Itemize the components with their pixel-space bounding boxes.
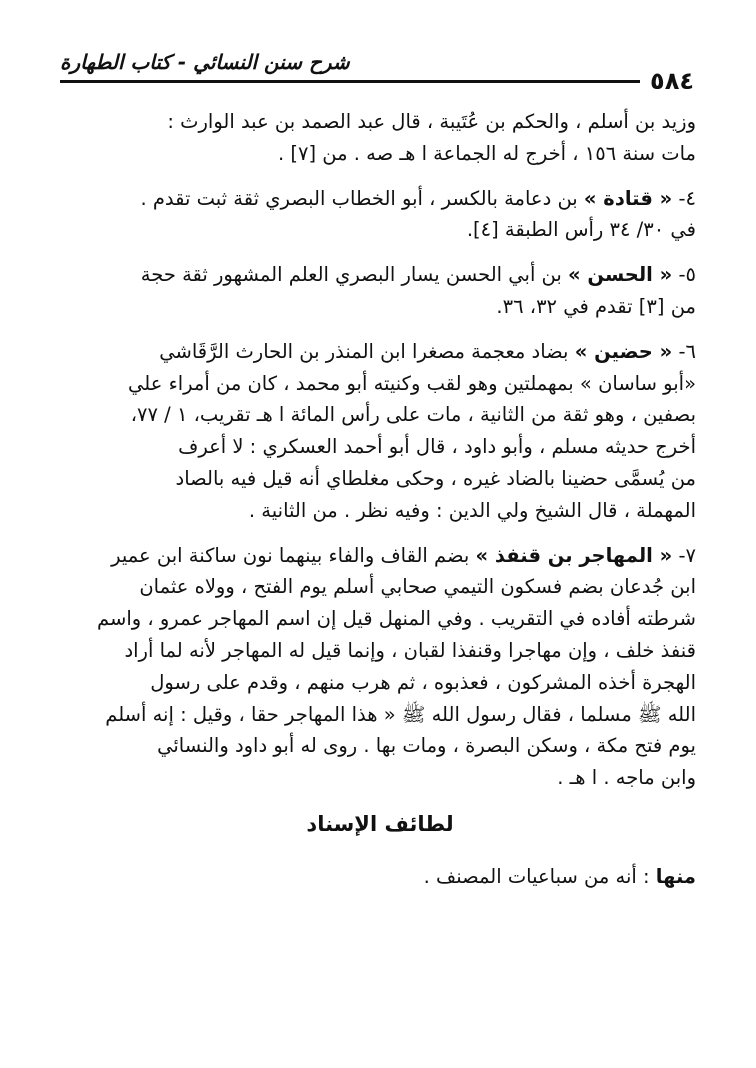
header-rule	[60, 80, 694, 83]
narrator-entry-continuation	[64, 106, 696, 170]
text-line: من [٣] تقدم في ٣٢، ٣٦.	[496, 294, 696, 318]
narrator-entry-4	[64, 183, 696, 247]
section-first-point	[64, 861, 696, 893]
running-title: شرح سنن النسائي - كتاب الطهارة	[60, 50, 350, 74]
page-number: ٥٨٤	[640, 68, 694, 94]
entry-text: بضم القاف والفاء بينهما نون ساكنة ابن عمير	[111, 543, 476, 567]
narrator-entry-6	[64, 336, 696, 527]
entry-text: بضاد معجمة مصغرا ابن المنذر بن الحارث الرَّقَاشي	[159, 339, 575, 363]
narrator-entry-7	[64, 540, 696, 794]
narrator-name: « المهاجر بن قنفذ »	[475, 543, 673, 567]
text-line: ابن جُدعان بضم فسكون التيمي صحابي أسلم يوم الفتح ، وولاه عثمان	[139, 575, 696, 599]
text-line: في ٣٠/ ٣٤ رأس الطبقة [٤].	[466, 218, 696, 242]
entry-first-line	[64, 259, 696, 291]
entry-number: ٧-	[672, 543, 696, 567]
text-line: «أبو ساسان » بمهملتين وهو لقب وكنيته أبو محمد ، كان من أمراء علي	[128, 371, 696, 395]
entry-number: ٦-	[672, 339, 696, 363]
text-line: الهجرة أخذه المشركون ، فعذبوه ، ثم هرب منهم ، وقدم على رسول	[150, 670, 696, 694]
text-line: من يُسمَّى حضينا بالضاد غيره ، وحكى مغلطاي أنه قيل فيه بالصاد	[175, 466, 696, 490]
text-line: وزيد بن أسلم ، والحكم بن عُتَيبة ، قال عبد الصمد بن عبد الوارث :	[167, 110, 696, 133]
entry-number: ٥-	[672, 263, 696, 287]
text-line: أخرج حديثه مسلم ، وأبو داود ، قال أبو أحمد العسكري : لا أعرف	[178, 435, 696, 459]
point-label: منها	[655, 864, 696, 888]
text-line: وابن ماجه . ا هـ .	[557, 766, 696, 790]
entry-text: بن أبي الحسن يسار البصري العلم المشهور ثقة حجة	[140, 263, 569, 287]
narrator-name: « الحسن »	[568, 263, 673, 287]
text-line: قنفذ خلف ، وإن مهاجرا وقنفذا لقبان ، وإنما قيل له المهاجر لأنه لما أراد	[124, 638, 696, 662]
point-text: : أنه من سباعيات المصنف .	[423, 864, 656, 888]
section-title: لطائف الإسناد	[306, 811, 454, 836]
text-line: شرطته أفاده في التقريب . وفي المنهل قيل إن اسم المهاجر عمرو ، واسم	[97, 607, 696, 631]
entry-number: ٤-	[672, 186, 696, 210]
text-line: مات سنة ١٥٦ ، أخرج له الجماعة ا هـ صه . من [٧] .	[277, 141, 696, 165]
text-line: يوم فتح مكة ، وسكن البصرة ، ومات بها . روى له أبو داود والنسائي	[157, 734, 696, 758]
entry-first-line	[64, 540, 696, 572]
entry-first-line	[64, 183, 696, 215]
narrator-entry-5	[64, 259, 696, 323]
entry-text: بن دعامة بالكسر ، أبو الخطاب البصري ثقة ثبت تقدم .	[140, 186, 584, 210]
entry-first-line	[64, 336, 696, 368]
page-body	[64, 106, 696, 893]
text-line: المهملة ، قال الشيخ ولي الدين : وفيه نظر . من الثانية .	[248, 498, 696, 522]
text-line: بصفين ، وهو ثقة من الثانية ، مات على رأس المائة ا هـ تقريب، ١ / ٧٧،	[130, 403, 696, 427]
text-line: الله ﷺ مسلما ، فقال رسول الله ﷺ « هذا المهاجر حقا ، وقيل : إنه أسلم	[105, 702, 696, 726]
narrator-name: « حضين »	[574, 339, 673, 363]
page-header	[60, 44, 694, 96]
narrator-name: « قتادة »	[583, 186, 673, 210]
